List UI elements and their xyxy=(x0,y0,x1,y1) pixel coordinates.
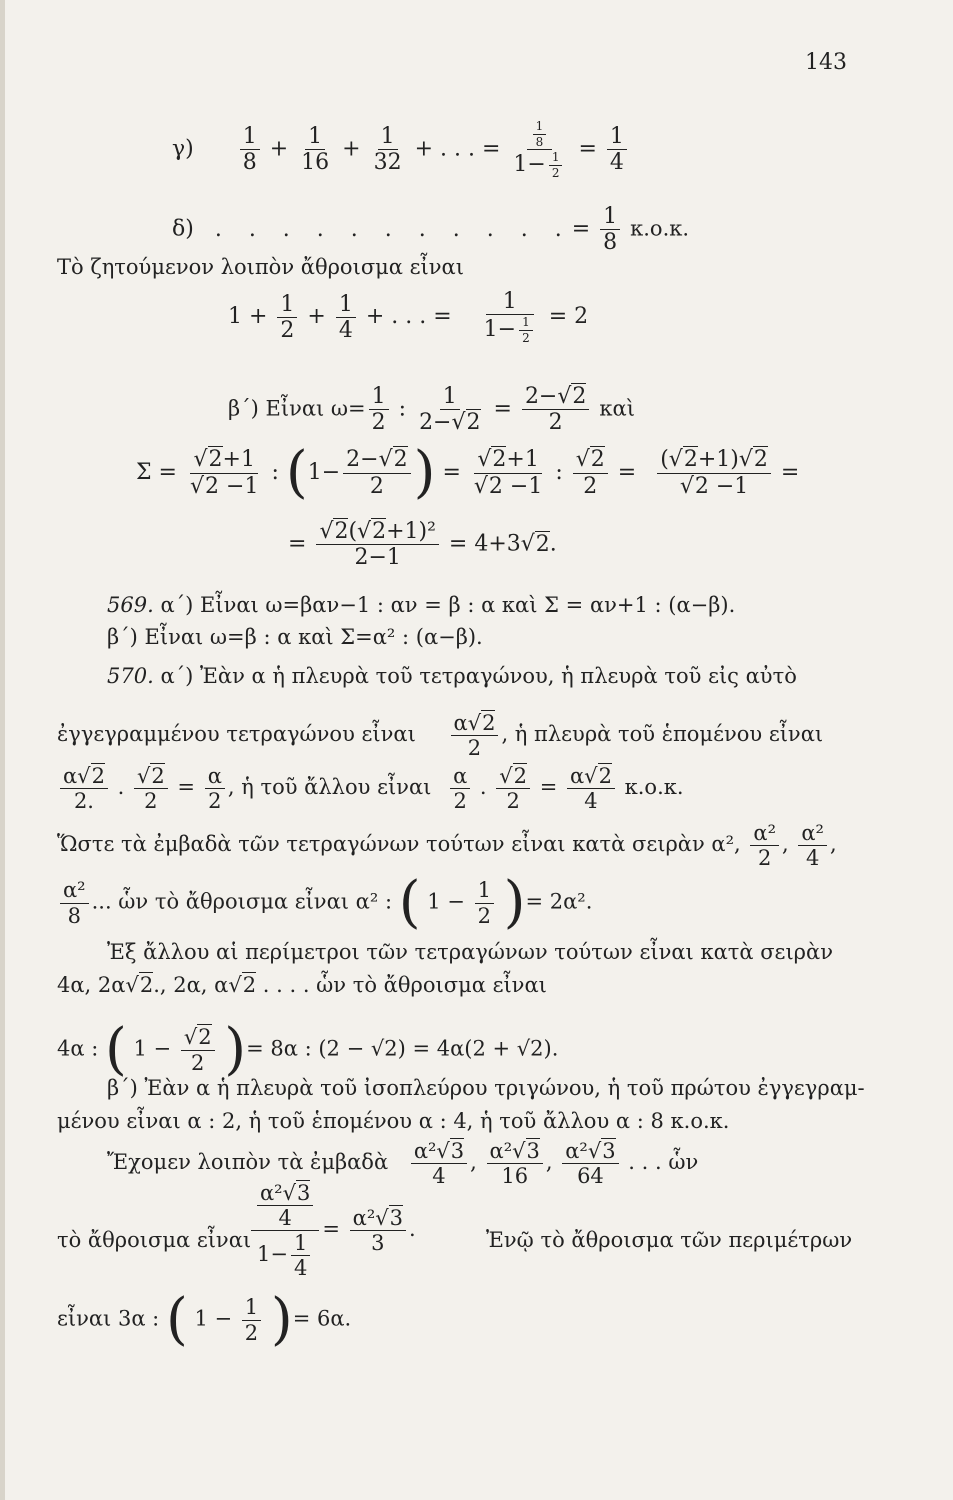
triangle-sum: $\frac{\text{α²√3}}{4}$ 1− $\frac{1}{4}$ = $\frac{\text{α²√3}}{3}$ . xyxy=(248,1182,416,1279)
perimeters-line: Ἐξ ἄλλου αἱ περίμετροι τῶν τετραγώνων τούτων εἶναι κατὰ σειρὰν xyxy=(107,940,833,964)
page-number: 143 xyxy=(805,50,847,75)
sigma-result: = $\frac{\text{√2(√2+1)²}}{2-1}$ = 4+3√2. xyxy=(288,519,557,571)
sigma-equation: Σ = $\frac{√2+1}{√2 -1}$ : (1− $\frac{2-√2}{2}$ ) = $\frac{√2+1}{√2 -1}$ : $\frac{√2}{2}$ = $\frac{(√2+1)√2}{√2 -1}$ = xyxy=(136,440,800,505)
problem-569-a: 569. α΄) Εἶναι ω=βαν−1 : αν = β : α καὶ Σ = αν+1 : (α−β). xyxy=(107,593,736,617)
perimeters-sum: 4α : ( 1 − $\frac{√2}{2}$ )= 8α : (2 − √2) = 4α(2 + √2). xyxy=(57,1017,559,1082)
next-side-line: $\frac{\alpha√2}{2.}$ . $\frac{√2}{2}$ = $\frac{\alpha}{2}$ , ἡ τοῦ ἄλλου εἶναι $\frac{\alpha}{2}$ . $\frac{√2}{2}$ = $\frac{\alpha√2}{4}$ κ.ο.κ. xyxy=(57,765,684,812)
areas-line: Ὥστε τὰ ἐμβαδὰ τῶν τετραγώνων τούτων εἶναι κατὰ σειρὰν α², $\frac{\text{α²}}{2}$ , $\frac{\text{α²}}{4}$ , xyxy=(57,821,837,871)
delta-label: δ) xyxy=(172,216,194,242)
gamma-equation: γ) $\frac{1}{8}$ + $\frac{1}{16}$ + $\frac{1}{32}$ + . . . = $\frac{1}{8}$ 1− $\frac{1}{2}$ = $\frac{1}{4}$ xyxy=(172,120,630,179)
final-line: εἶναι 3α : ( 1 − $\frac{1}{2}$ )= 6α. xyxy=(57,1287,352,1352)
sum-equation: 1 + $\frac{1}{2}$ + $\frac{1}{4}$ + . . . = 1 1− $\frac{1}{2}$ = 2 xyxy=(228,289,589,345)
problem-569-b: β΄) Εἶναι ω=β : α καὶ Σ=α² : (α−β). xyxy=(107,625,483,649)
triangle-line: β΄) Ἐὰν α ἡ πλευρὰ τοῦ ἰσοπλεύρου τριγώνου, ἡ τοῦ πρώτου ἐγγεγραμ- xyxy=(107,1076,865,1100)
zitoumenon-line: Τὸ ζητούμενον λοιπὸν ἄθροισμα εἶναι xyxy=(57,255,464,279)
perimeters-sum-intro: Ἐνῷ τὸ ἄθροισμα τῶν περιμέτρων xyxy=(486,1228,853,1252)
page-edge xyxy=(0,0,5,1500)
problem-570-a: 570. α΄) Ἐὰν α ἡ πλευρὰ τοῦ τετραγώνου, ἡ πλευρὰ τοῦ εἰς αὐτὸ xyxy=(107,664,797,688)
beta-omega-line: β΄) Εἶναι ω= $\frac{1}{2}$ : $\frac{1}{2-√2}$ = $\frac{2-√2}{2}$ καὶ xyxy=(228,384,635,436)
inscribed-line: ἐγγεγραμμένου τετραγώνου εἶναι $\frac{\alpha√2}{2}$ , ἡ πλευρὰ τοῦ ἑπομένου εἶναι xyxy=(57,711,824,761)
gamma-label: γ) xyxy=(172,136,194,162)
areas-sum-line: $\frac{\text{α²}}{8}$ ... ὧν τὸ ἄθροισμα εἶναι α² : ( 1 − $\frac{1}{2}$ )= 2α². xyxy=(57,875,592,931)
triangle-line-2: μένου εἶναι α : 2, ἡ τοῦ ἑπομένου α : 4, ἡ τοῦ ἄλλου α : 8 κ.ο.κ. xyxy=(57,1109,730,1133)
perimeters-series: 4α, 2α√2., 2α, α√2 . . . . ὧν τὸ ἄθροισμα εἶναι xyxy=(57,973,547,997)
triangle-sum-label: τὸ ἄθροισμα εἶναι xyxy=(57,1228,252,1252)
triangle-areas: Ἔχομεν λοιπὸν τὰ ἐμβαδὰ $\frac{\text{α²√3}}{4}$ , $\frac{\text{α²√3}}{16}$ , $\frac{\text{α²√3}}{64}$ . . . ὧν xyxy=(107,1139,699,1189)
delta-equation: δ) . . . . . . . . . . .= $\frac{1}{8}$ κ.ο.κ. xyxy=(172,204,690,256)
